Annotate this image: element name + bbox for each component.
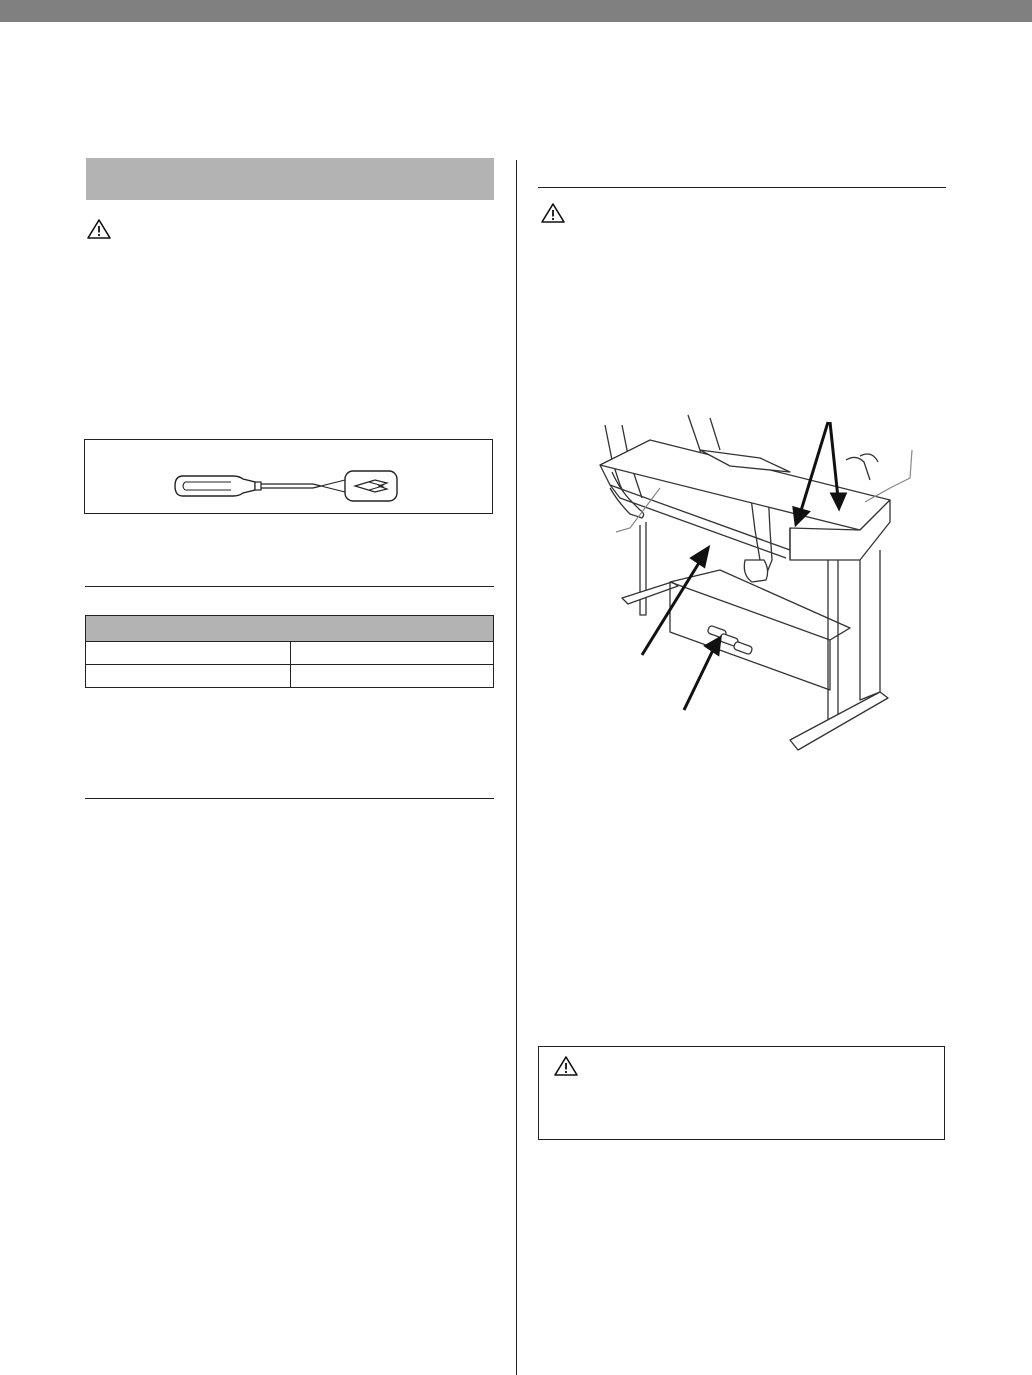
tool-box (84, 439, 493, 514)
caution-box (538, 1046, 945, 1140)
table-row (86, 665, 494, 688)
warning-triangle-icon (553, 1055, 579, 1077)
table-cell (86, 642, 291, 665)
table-row (86, 642, 494, 665)
section-rule (538, 187, 946, 188)
warning-triangle-icon (86, 218, 112, 240)
table-header-cell (86, 616, 494, 642)
parts-table (85, 615, 494, 688)
warning-triangle-icon (540, 202, 566, 224)
page-top-bar (0, 0, 1032, 22)
section-header (86, 158, 494, 200)
table-cell (291, 665, 494, 688)
section-rule (85, 586, 494, 587)
table-cell (291, 642, 494, 665)
section-rule (85, 798, 494, 799)
piano-lifting-illustration (560, 410, 930, 770)
table-header-row (86, 616, 494, 642)
table-cell (86, 665, 291, 688)
phillips-screwdriver-icon (173, 468, 403, 504)
column-divider (516, 160, 517, 1375)
